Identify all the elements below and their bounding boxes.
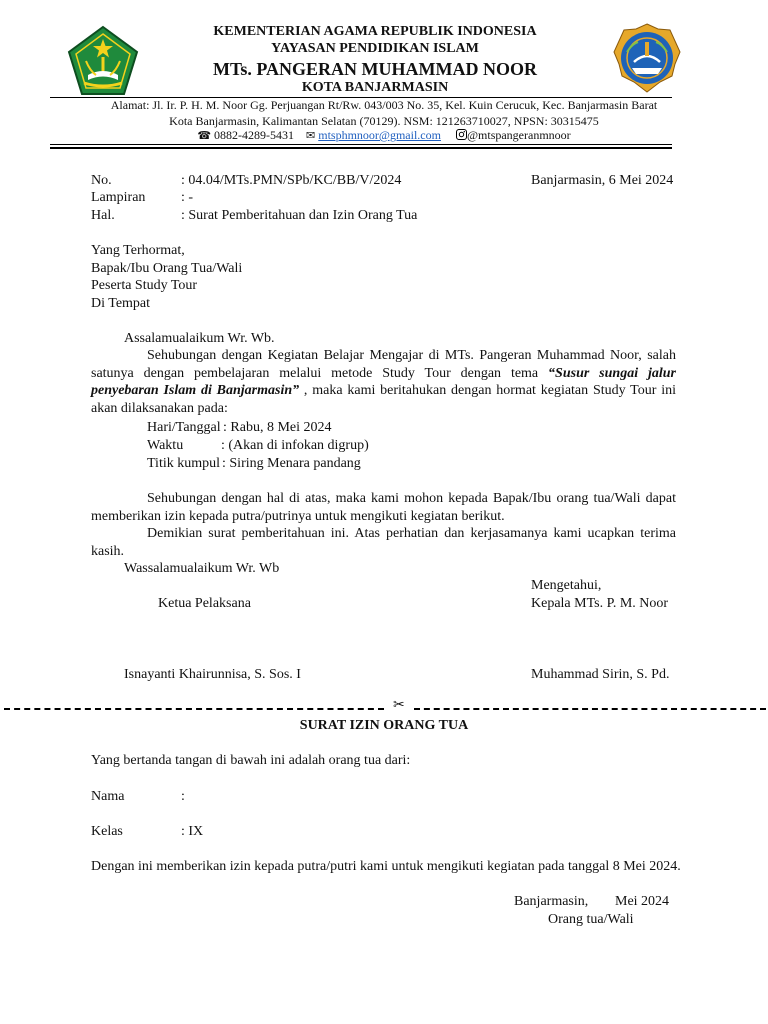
class-value: : IX [181, 824, 204, 839]
recipient-line-1: Yang Terhormat, [91, 243, 185, 258]
cut-dash-right [414, 708, 766, 710]
attachment-label: Lampiran [91, 190, 146, 205]
closing-salutation: Wassalamualaikum Wr. Wb [124, 561, 280, 576]
acknowledged-label: Mengetahui, [531, 578, 602, 593]
paragraph-1-end: , maka kami beritahukan dengan hormat kegiatan Study Tour ini akan dilaksanakan pada: [91, 383, 677, 416]
phone-icon: ☎ [197, 129, 212, 142]
paragraph-2-text: Sehubungan dengan hal di atas, maka kami mohon kepada Bapak/Ibu orang tua/Wali dapat memberikan izin kepada putra/putrinya untuk mengikuti kegiatan berikut. [91, 491, 676, 524]
number-value: : 04.04/MTs.PMN/SPb/KC/BB/V/2024 [181, 173, 402, 188]
instagram-icon [456, 129, 467, 140]
instagram-handle: @mtspangeranmnoor [466, 128, 571, 142]
paragraph-1 [91, 347, 676, 417]
place-date: Banjarmasin, 6 Mei 2024 [531, 173, 674, 188]
student-name-label: Nama [91, 789, 125, 804]
ministry-title: KEMENTERIAN AGAMA REPUBLIK INDONESIA [213, 24, 537, 39]
class-label: Kelas [91, 824, 123, 839]
paragraph-1-start: Sehubungan dengan Kegiatan Belajar Mengajar di MTs. Pangeran Muhammad Noor, salah satunya dengan pembelajaran melalui metode Study Tour dengan tema [91, 348, 676, 381]
address-line-1: Alamat: Jl. Ir. P. H. M. Noor Gg. Perjuangan Rt/Rw. 043/003 No. 35, Kel. Kuin Cerucuk, Kec. Banjarmasin Barat [110, 98, 658, 112]
right-signer-name: Muhammad Sirin, S. Pd. [531, 667, 670, 682]
subject-value: : Surat Pemberitahuan dan Izin Orang Tua [181, 208, 418, 223]
kemenag-logo [66, 25, 140, 97]
meeting-point-label: Titik kumpul [147, 456, 221, 471]
day-value: : Rabu, 8 Mei 2024 [223, 420, 332, 435]
permission-statement: Dengan ini memberikan izin kepada putra/putri kami untuk mengikuti kegiatan pada tanggal 8 Mei 2024. [91, 859, 681, 874]
study-tour-theme: “Susur sungai jalur penyebaran Islam di Banjarmasin” [91, 365, 676, 399]
student-name-value: : [181, 789, 185, 804]
left-signer-name: Isnayanti Khairunnisa, S. Sos. I [124, 667, 301, 682]
right-signer-role: Kepala MTs. P. M. Noor [531, 596, 669, 611]
letterhead-double-rule [50, 144, 672, 149]
permit-intro: Yang bertanda tangan di bawah ini adalah orang tua dari: [91, 753, 411, 768]
cut-line [0, 697, 768, 715]
scissors-icon: ✂ [393, 697, 405, 713]
number-label: No. [91, 173, 112, 188]
phone-number: 0882-4289-5431 [214, 128, 295, 142]
foundation-title: YAYASAN PENDIDIKAN ISLAM [271, 41, 479, 56]
subject-label: Hal. [91, 208, 115, 223]
address-line-2: Kota Banjarmasin, Kalimantan Selatan (70129). NSM: 121263710027, NPSN: 30315475 [169, 114, 599, 128]
paragraph-3-text: Demikian surat pemberitahuan ini. Atas perhatian dan kerjasamanya kami ucapkan terima kasih. [91, 526, 676, 559]
paragraph-3 [91, 525, 676, 560]
day-label: Hari/Tanggal [147, 420, 221, 435]
paragraph-2 [91, 490, 676, 525]
time-label: Waktu [147, 438, 184, 453]
recipient-line-3: Peserta Study Tour [91, 278, 198, 293]
school-logo [612, 22, 682, 96]
contact-line [0, 129, 768, 141]
envelope-icon: ✉ [306, 129, 316, 142]
permit-place: Banjarmasin, [514, 894, 589, 909]
recipient-line-4: Di Tempat [91, 296, 151, 311]
meeting-point-value: : Siring Menara pandang [222, 456, 361, 471]
parent-signer-label: Orang tua/Wali [548, 912, 634, 927]
email-link[interactable]: mtsphmnoor@gmail.com [318, 128, 441, 142]
left-signer-role: Ketua Pelaksana [158, 596, 251, 611]
city-name: KOTA BANJARMASIN [301, 80, 449, 95]
attachment-value: : - [181, 190, 194, 205]
recipient-line-2: Bapak/Ibu Orang Tua/Wali [91, 261, 243, 276]
school-name: MTs. PANGERAN MUHAMMAD NOOR [213, 59, 537, 79]
greeting: Assalamualaikum Wr. Wb. [124, 331, 275, 346]
permit-month-year: Mei 2024 [615, 894, 670, 909]
permit-title: SURAT IZIN ORANG TUA [299, 718, 469, 733]
cut-dash-left [4, 708, 384, 710]
time-value: : (Akan di infokan digrup) [221, 438, 369, 453]
